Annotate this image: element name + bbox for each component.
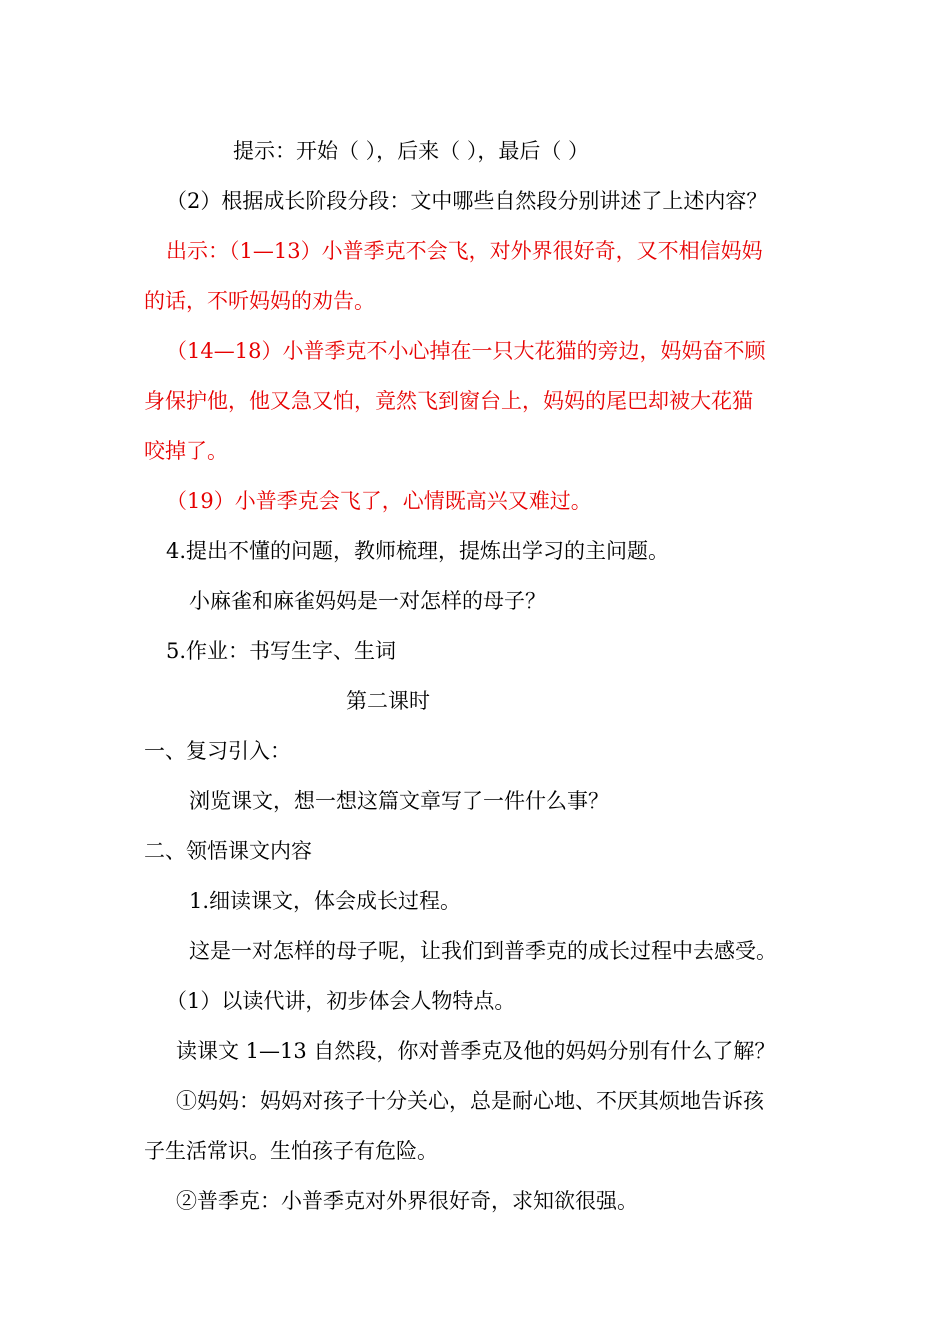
shown-answer-line-2: 的话，不听妈妈的劝告。 [144, 289, 375, 313]
shown-answer-line-6: （19）小普季克会飞了，心情既高兴又难过。 [166, 489, 592, 513]
item-4: 4.提出不懂的问题，教师梳理，提炼出学习的主问题。 [166, 539, 670, 563]
section-2-sub-1: （1）以读代讲，初步体会人物特点。 [166, 989, 516, 1013]
item-4-question: 小麻雀和麻雀妈妈是一对怎样的母子？ [189, 589, 546, 613]
section-1-question: 浏览课文，想一想这篇文章写了一件什么事？ [189, 789, 609, 813]
item-5: 5.作业：书写生字、生词 [166, 639, 397, 663]
mother-point-line-1: ①妈妈：妈妈对孩子十分关心，总是耐心地、不厌其烦地告诉孩 [176, 1089, 764, 1113]
question-2: （2）根据成长阶段分段：文中哪些自然段分别讲述了上述内容？ [166, 189, 768, 213]
hint-line: 提示：开始（ ），后来（ ），最后（ ） [233, 139, 590, 163]
lesson-2-title: 第二课时 [346, 689, 430, 713]
section-2-heading: 二、领悟课文内容 [144, 839, 312, 863]
section-1-heading: 一、复习引入： [144, 739, 291, 763]
mother-point-line-2: 子生活常识。生怕孩子有危险。 [144, 1139, 438, 1163]
shown-answer-line-1: 出示：（1—13）小普季克不会飞，对外界很好奇，又不相信妈妈 [166, 239, 763, 263]
shown-answer-line-3: （14—18）小普季克不小心掉在一只大花猫的旁边，妈妈奋不顾 [166, 339, 766, 363]
section-2-item-1: 1.细读课文，体会成长过程。 [189, 889, 462, 913]
section-2-intro: 这是一对怎样的母子呢，让我们到普季克的成长过程中去感受。 [189, 939, 777, 963]
shown-answer-line-4: 身保护他，他又急又怕，竟然飞到窗台上，妈妈的尾巴却被大花猫 [144, 389, 753, 413]
reading-prompt: 读课文 1—13 自然段，你对普季克及他的妈妈分别有什么了解？ [176, 1039, 776, 1063]
shown-answer-line-5: 咬掉了。 [144, 439, 228, 463]
child-point: ②普季克：小普季克对外界很好奇，求知欲很强。 [176, 1189, 638, 1213]
